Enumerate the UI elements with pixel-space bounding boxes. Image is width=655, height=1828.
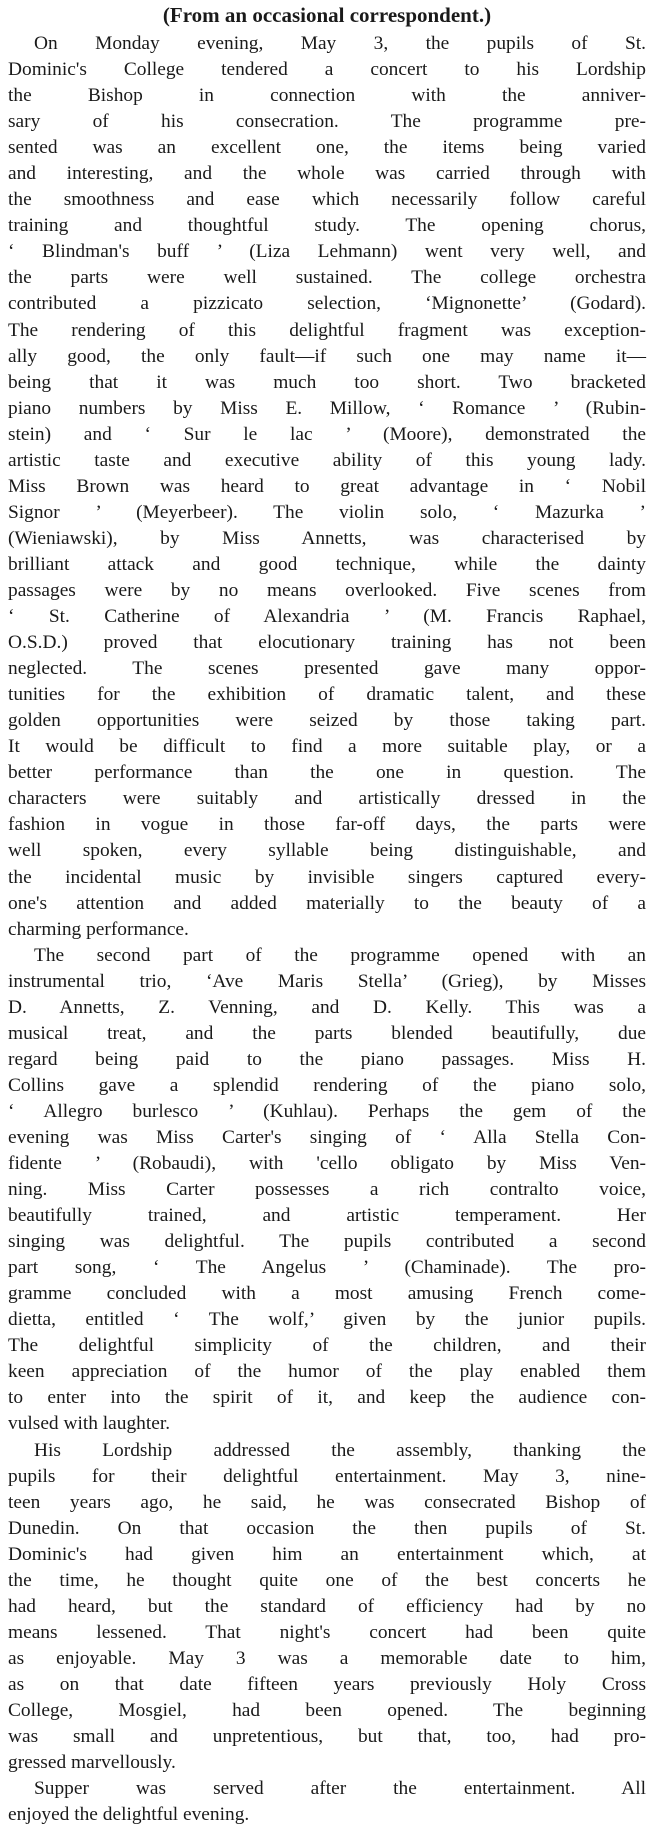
text-line: ‘ Allegro burlesco ’ (Kuhlau). Perhaps the gem of the — [8, 1100, 646, 1122]
text-line: pupils for their delightful entertainment. May 3, nine- — [8, 1465, 646, 1487]
text-line: training and thoughtful study. The opening chorus, — [8, 215, 646, 237]
text-line: The delightful simplicity of the children, and their — [8, 1335, 646, 1357]
text-line: dietta, entitled ‘ The wolf,’ given by the junior pupils. — [8, 1309, 646, 1331]
text-line: was small and unpretentious, but that, too, had pro- — [8, 1726, 646, 1748]
text-line: Supper was served after the entertainment. All — [34, 1778, 646, 1800]
text-line: ning. Miss Carter possesses a rich contralto voice, — [8, 1179, 646, 1201]
text-line: one's attention and added materially to the beauty of a — [8, 892, 646, 914]
text-line: vulsed with laughter. — [8, 1413, 171, 1435]
text-line: gramme concluded with a most amusing French come- — [8, 1283, 646, 1305]
text-line: the smoothness and ease which necessarily follow careful — [8, 189, 646, 211]
text-line: fidente ’ (Robaudi), with 'cello obligato by Miss Ven- — [8, 1153, 646, 1175]
text-line: teen years ago, he said, he was consecrated Bishop of — [8, 1491, 646, 1513]
paragraph — [8, 31, 646, 943]
text-line: evening was Miss Carter's singing of ‘ Alla Stella Con- — [8, 1126, 646, 1148]
text-line: Signor ’ (Meyerbeer). The violin solo, ‘ Mazurka ’ — [8, 501, 646, 523]
text-line: Miss Brown was heard to great advantage in ‘ Nobil — [8, 475, 646, 497]
text-line: ‘ Blindman's buff ’ (Liza Lehmann) went very well, and — [8, 241, 646, 263]
text-line: being that it was much too short. Two bracketed — [8, 371, 646, 393]
text-line: (Wieniawski), by Miss Annetts, was characterised by — [8, 527, 646, 549]
text-line: O.S.D.) proved that elocutionary training has not been — [8, 632, 646, 654]
text-line: and interesting, and the whole was carried through with — [8, 163, 646, 185]
text-line: fashion in vogue in those far-off days, the parts were — [8, 814, 646, 836]
text-line: passages were by no means overlooked. Five scenes from — [8, 579, 646, 601]
text-line: Dunedin. On that occasion the then pupils of St. — [8, 1517, 646, 1539]
text-line: part song, ‘ The Angelus ’ (Chaminade). The pro- — [8, 1257, 646, 1279]
text-line: On Monday evening, May 3, the pupils of St. — [34, 33, 646, 54]
text-line: His Lordship addressed the assembly, thanking the — [34, 1439, 646, 1461]
text-line: the time, he thought quite one of the best concerts he — [8, 1569, 646, 1591]
text-line: D. Annetts, Z. Venning, and D. Kelly. This was a — [8, 996, 646, 1018]
text-line: keen appreciation of the humor of the play enabled them — [8, 1361, 646, 1383]
byline: (From an occasional correspondent.) — [162, 3, 492, 27]
text-line: had heard, but the standard of efficiency had by no — [8, 1595, 646, 1617]
text-line: characters were suitably and artistically dressed in the — [8, 788, 646, 810]
text-line: artistic taste and executive ability of this young lady. — [8, 449, 646, 471]
text-line: singing was delightful. The pupils contributed a second — [8, 1231, 646, 1253]
text-line: to enter into the spirit of it, and keep the audience con- — [8, 1387, 646, 1409]
text-line: tunities for the exhibition of dramatic talent, and these — [8, 684, 646, 706]
text-line: the incidental music by invisible singers captured every- — [8, 866, 646, 888]
text-line: beautifully trained, and artistic temperament. Her — [8, 1205, 646, 1227]
text-line: The rendering of this delightful fragment was exception- — [8, 319, 646, 341]
text-line: enjoyed the delightful evening. — [8, 1804, 250, 1826]
text-line: The second part of the programme opened with an — [34, 944, 646, 966]
text-line: the Bishop in connection with the anniver- — [8, 85, 646, 107]
text-line: musical treat, and the parts blended beautifully, due — [8, 1022, 646, 1044]
text-line: ‘ St. Catherine of Alexandria ’ (M. Francis Raphael, — [8, 606, 646, 628]
text-line: It would be difficult to find a more suitable play, or a — [8, 736, 646, 758]
text-line: regard being paid to the piano passages. Miss H. — [8, 1048, 646, 1070]
news-clipping — [8, 0, 646, 1826]
text-line: College, Mosgiel, had been opened. The beginning — [8, 1700, 646, 1721]
text-line: charming performance. — [8, 918, 189, 940]
paragraph — [8, 1438, 646, 1777]
article-body — [8, 31, 646, 1828]
text-line: stein) and ‘ Sur le lac ’ (Moore), demonstrated the — [8, 423, 646, 445]
paragraph — [8, 1776, 646, 1828]
text-line: golden opportunities were seized by those taking part. — [8, 710, 646, 732]
text-line: sented was an excellent one, the items being varied — [8, 137, 646, 159]
text-line: contributed a pizzicato selection, ‘Mignonette’ (Godard). — [8, 293, 646, 315]
text-line: sary of his consecration. The programme pre- — [8, 111, 646, 133]
text-line: instrumental trio, ‘Ave Maris Stella’ (Grieg), by Misses — [8, 970, 646, 992]
text-line: piano numbers by Miss E. Millow, ‘ Romance ’ (Rubin- — [8, 397, 646, 419]
text-line: Collins gave a splendid rendering of the piano solo, — [8, 1074, 646, 1096]
text-line: neglected. The scenes presented gave many oppor- — [8, 658, 646, 680]
text-line: means lessened. That night's concert had been quite — [8, 1621, 646, 1643]
text-line: gressed marvellously. — [8, 1752, 176, 1774]
paragraph — [8, 943, 646, 1438]
text-line: as on that date fifteen years previously Holy Cross — [8, 1673, 646, 1695]
text-line: Dominic's College tendered a concert to his Lordship — [8, 59, 646, 81]
text-line: better performance than the one in question. The — [8, 762, 646, 784]
text-line: Dominic's had given him an entertainment which, at — [8, 1543, 646, 1565]
text-line: brilliant attack and good technique, while the dainty — [8, 553, 646, 575]
text-line: the parts were well sustained. The college orchestra — [8, 267, 646, 289]
text-line: ally good, the only fault—if such one may name it— — [8, 345, 646, 367]
text-line: well spoken, every syllable being distinguishable, and — [8, 840, 646, 862]
text-line: as enjoyable. May 3 was a memorable date to him, — [8, 1647, 646, 1669]
